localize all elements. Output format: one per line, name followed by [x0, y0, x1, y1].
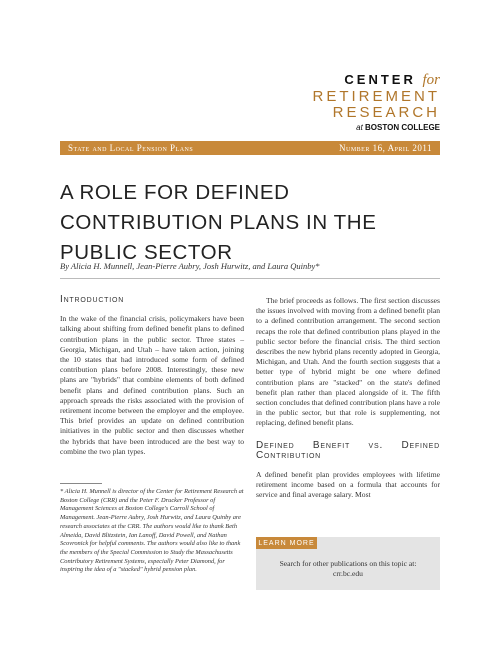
series-band — [60, 141, 440, 155]
issue-number: Number 16, April 2011 — [338, 143, 432, 153]
author-footnote: * Alicia H. Munnell is director of the Center for Retirement Research at Boston College (CRR) and the Peter F. Drucker Professor of Management Sciences at Boston College's Carroll School of Management. Jean-Pierre Aubry, Josh Hurwitz, and Laura Quinby are research associates at the CRR. The authors would like to thank Beth Almeida, David Blitzstein, Ian Lanoff, David Powell, and Nathan Scovronick for helpful comments. The authors would also like to thank the members of the Special Commission to Study the Massachusetts Contributory Retirement Systems, especially Peter Diamond, for inspiring the idea of a "stacked" hybrid pension plan. — [60, 488, 244, 574]
logo-line-research: RESEARCH — [332, 104, 440, 121]
logo-line-bc: at BOSTON COLLEGE — [356, 123, 440, 132]
learn-more-tab: LEARN MORE — [256, 537, 317, 549]
page-title: A ROLE FOR DEFINED CONTRIBUTION PLANS IN THE PUBLIC SECTOR — [60, 181, 377, 264]
title-divider — [60, 278, 440, 279]
db-vs-dc-heading: Defined Benefit vs. Defined Contribution — [256, 439, 440, 461]
logo-line-retirement: RETIREMENT — [312, 88, 440, 105]
learn-more-box — [256, 537, 440, 590]
learn-more-link[interactable]: crr.bc.edu — [333, 569, 363, 578]
learn-more-text — [256, 559, 440, 579]
intro-heading: Introduction — [60, 294, 125, 305]
learn-more-line1: Search for other publications on this topic at: — [279, 559, 417, 568]
series-name: State and Local Pension Plans — [68, 143, 194, 153]
right-column — [256, 296, 440, 501]
footnote-divider — [60, 483, 102, 484]
crr-logo — [313, 72, 441, 132]
overview-paragraph: The brief proceeds as follows. The first section discusses the issues involved with moving from a defined benefit plan to a defined contribution arrangement. The second section recaps the role that defined contribution plans played in the public sector before the financial crisis. The third section describes the new hybrid plans recently adopted in Georgia, Michigan, and Utah. And the fourth section suggests that a better type of hybrid might be one where defined contribution plans are "stacked" on the state's defined benefit plan rather than placed alongside of it. The fifth section concludes that defined contribution plans have a role in the public sector, but that role is supplementing, not replacing, defined benefit plans. — [256, 296, 440, 428]
left-column — [60, 295, 244, 457]
logo-line-center: CENTER for — [344, 72, 440, 88]
db-vs-dc-paragraph: A defined benefit plan provides employees with lifetime retirement income based on a formula that accounts for service and final average salary. Most — [256, 470, 440, 500]
intro-paragraph: In the wake of the financial crisis, policymakers have been talking about shifting from defined benefit plans to defined contribution plans in the public sector. Three states – Georgia, Michigan, and Utah – have taken action, joining the 10 states that had introduced some form of defined contribution plans before 2008. Interestingly, these new plans are "hybrids" that combine elements of both defined benefit plans and defined contribution plans. Such an approach spreads the risks associated with the provision of retirement income between the employer and the employee. This brief provides an update on defined contribution initiatives in the public sector and then discusses whether the hybrids that have been introduced are the best way to combine the two plan types. — [60, 314, 244, 456]
authors-line: By Alicia H. Munnell, Jean-Pierre Aubry, Josh Hurwitz, and Laura Quinby* — [60, 261, 320, 271]
